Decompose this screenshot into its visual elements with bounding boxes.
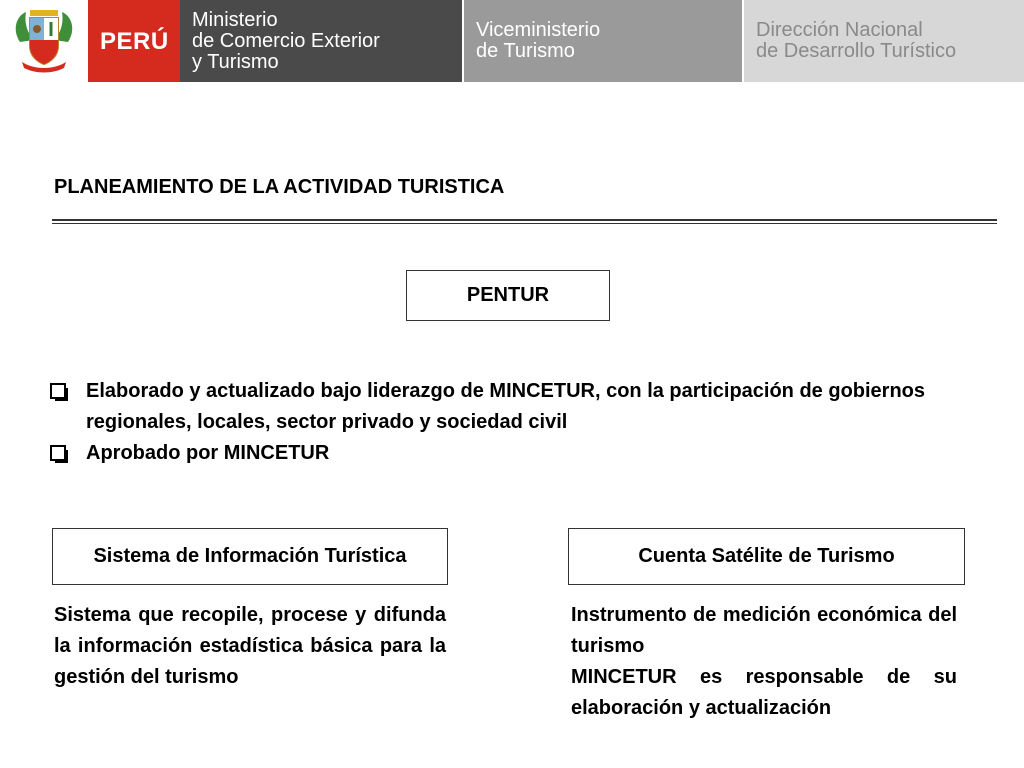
coat-of-arms-icon (10, 4, 78, 76)
viceministry-label: Viceministerio de Turismo (464, 0, 742, 82)
info-system-description: Sistema que recopile, procese y difunda la información estadística básica para la gestión del turismo (54, 604, 446, 688)
divider (52, 223, 997, 224)
satellite-account-description: Instrumento de medición económica del turismo MINCETUR es responsable de su elaboración y actualización (571, 604, 957, 719)
pentur-box (406, 270, 610, 321)
info-system-box (52, 528, 448, 585)
satellite-account-box (568, 528, 965, 585)
direction-label: Dirección Nacional de Desarrollo Turístico (744, 0, 1024, 82)
checkbox-bullet-icon (50, 445, 66, 461)
info-system-label: Sistema de Información Turística (93, 545, 407, 567)
bullet-list (50, 376, 985, 469)
checkbox-bullet-icon (50, 383, 66, 399)
satellite-account-label: Cuenta Satélite de Turismo (638, 545, 895, 567)
pentur-label: PENTUR (466, 284, 550, 306)
ministry-label: Ministerio de Comercio Exterior y Turismo (180, 0, 462, 82)
list-item: Elaborado y actualizado bajo liderazgo de MINCETUR, con la participación de gobiernos regionales, locales, sector privado y sociedad civil (50, 376, 985, 438)
header-banner (0, 0, 1024, 84)
page-title: PLANEAMIENTO DE LA ACTIVIDAD TURISTICA (54, 176, 505, 198)
divider (52, 219, 997, 221)
list-item: Aprobado por MINCETUR (50, 438, 985, 469)
peru-label: PERÚ (88, 0, 180, 82)
